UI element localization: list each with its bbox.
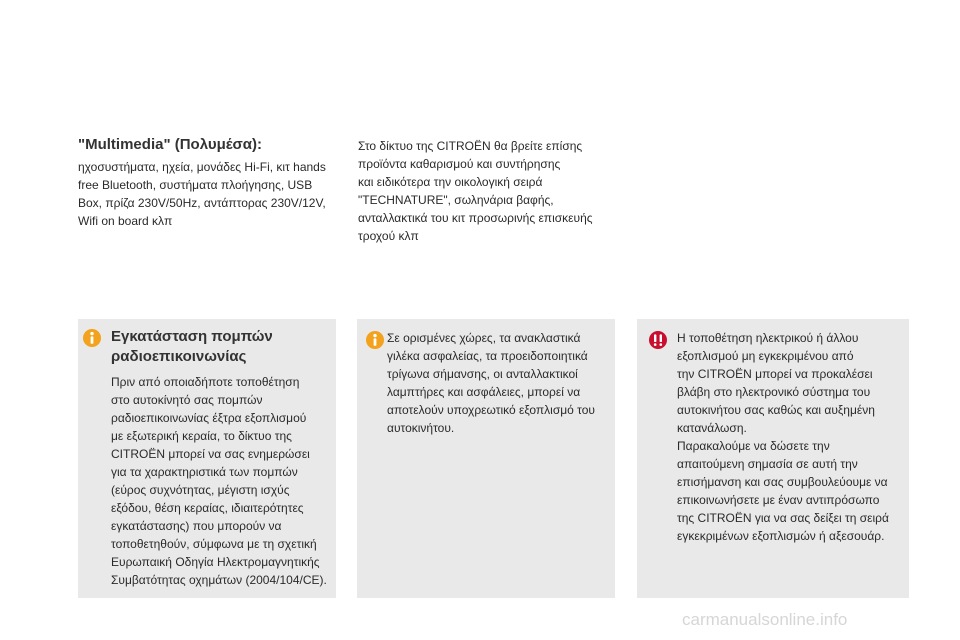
radio-transmitters-heading: Εγκατάσταση πομπών ραδιοεπικοινωνίας	[111, 328, 273, 365]
electrical-warning-text: Η τοποθέτηση ηλεκτρικού ή άλλου εξοπλισμού μη εγκεκριμένου από την CITROËN μπορεί να προκαλέσει βλάβη στο ηλεκτρονικό σύστημα του αυτοκινήτου σας καθώς και αυξημένη κατανάλωση. Παρακαλούμε να δώσετε την απαιτούμενη σημασία σε αυτή την επισήμανση και σας συμβουλεύουμε να επικοινωνήσετε με έναν αντιπρόσωπο της CITROËN για να σας δείξει τη σειρά εγκεκριμένων εξοπλισμών ή αξεσουάρ.	[677, 331, 889, 543]
safety-equipment-text: Σε ορισμένες χώρες, τα ανακλαστικά γιλέκα ασφαλείας, τα προειδοποιητικά τρίγωνα σήμανσης, οι ανταλλακτικοί λαμπτήρες και ασφάλειες, μπορεί να αποτελούν υποχρεωτικό εξοπλισμό του αυτοκινήτου.	[387, 331, 595, 435]
note-box-electrical-warning	[637, 319, 909, 598]
multimedia-title: "Multimedia" (Πολυμέσα):	[78, 136, 262, 153]
note-box-radio-transmitters	[78, 319, 336, 598]
radio-transmitters-text: Πριν από οποιαδήποτε τοποθέτηση στο αυτοκίνητό σας πομπών ραδιοεπικοινωνίας έξτρα εξοπλισμού με εξωτερική κεραία, το δίκτυο της CITROËN μπορεί να σας ενημερώσει για τα χαρακτηριστικά των πομπών (εύρος συχνότητας, μέγιστη ισχύς εξόδου, θέση κεραίας, ιδιαιτερότητες εγκατάστασης) που μπορούν να τοποθετηθούν, σύμφωνα με τη σχετική Ευρωπαική Οδηγία Ηλεκτρομαγνητικής Συμβατότητας οχημάτων (2004/104/CE).	[111, 375, 327, 587]
note-box-safety-equipment	[357, 319, 615, 598]
info-icon	[83, 329, 101, 347]
multimedia-text: ηχοσυστήματα, ηχεία, μονάδες Hi-Fi, κιτ hands free Bluetooth, συστήματα πλοήγησης, USB Box, πρίζα 230V/50Hz, αντάπτορας 230V/12V, Wifi on board κλπ	[78, 160, 326, 228]
watermark: carmanualsonline.info	[682, 610, 848, 629]
warning-icon	[649, 331, 667, 349]
info-icon	[366, 331, 384, 349]
network-products-text: Στο δίκτυο της CITROËN θα βρείτε επίσης προϊόντα καθαρισμού και συντήρησης και ειδικότερα την οικολογική σειρά "TECHNATURE", σωληνάρια βαφής, ανταλλακτικά του κιτ προσωρινής επισκευής τροχού κλπ	[358, 139, 593, 243]
